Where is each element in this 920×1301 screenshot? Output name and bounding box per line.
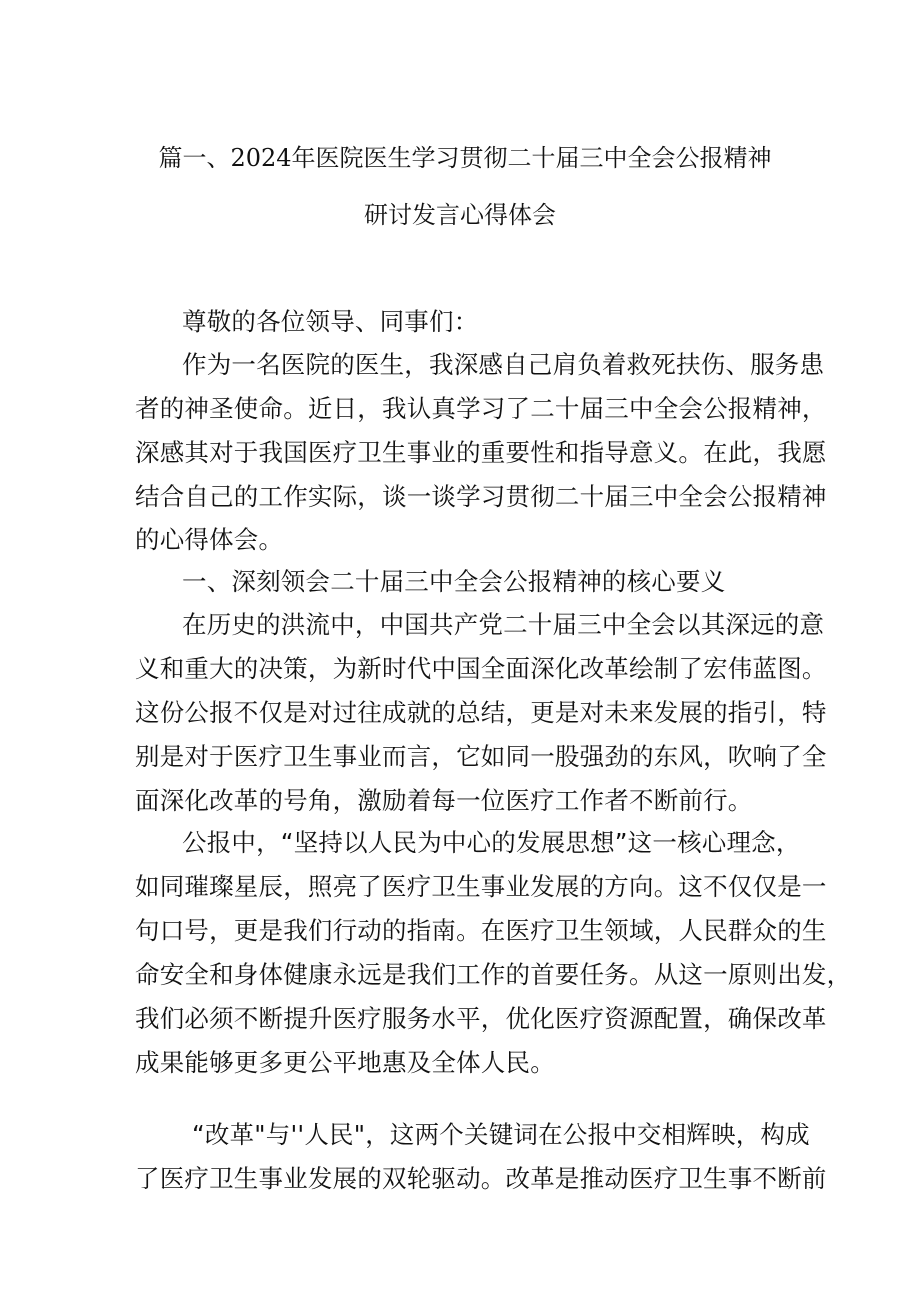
paragraph-line: 面深化改革的号角，激励着每一位医疗工作者不断前行。 bbox=[135, 786, 753, 815]
paragraph-line: 在历史的洪流中，中国共产党二十届三中全会以其深远的意 bbox=[182, 610, 825, 639]
paragraph-line: 义和重大的决策，为新时代中国全面深化改革绘制了宏伟蓝图。 bbox=[135, 654, 827, 683]
paragraph-line: 了医疗卫生事业发展的双轮驱动。改革是推动医疗卫生事不断前 bbox=[135, 1164, 827, 1193]
paragraph-line: 者的神圣使命。近日，我认真学习了二十届三中全会公报精神， bbox=[135, 394, 827, 423]
paragraph-line: 公报中，“坚持以人民为中心的发展思想”这一核心理念， bbox=[182, 828, 801, 857]
paragraph-line: 成果能够更多更公平地惠及全体人民。 bbox=[135, 1048, 555, 1077]
paragraph-line: 命安全和身体健康永远是我们工作的首要任务。从这一原则出发， bbox=[135, 960, 852, 989]
paragraph-line: 我们必须不断提升医疗服务水平，优化医疗资源配置，确保改革 bbox=[135, 1004, 827, 1033]
document-title-line-2: 研讨发言心得体会 bbox=[364, 201, 556, 229]
paragraph-line: 这份公报不仅是对过往成就的总结，更是对未来发展的指引，特 bbox=[135, 698, 827, 727]
paragraph-line: 如同璀璨星辰，照亮了医疗卫生事业发展的方向。这不仅仅是一 bbox=[135, 872, 827, 901]
paragraph-line: 作为一名医院的医生，我深感自己肩负着救死扶伤、服务患 bbox=[182, 350, 825, 379]
paragraph-line: 深感其对于我国医疗卫生事业的重要性和指导意义。在此，我愿 bbox=[135, 438, 827, 467]
paragraph-line: 句口号，更是我们行动的指南。在医疗卫生领域，人民群众的生 bbox=[135, 916, 827, 945]
paragraph-line: 结合自己的工作实际，谈一谈学习贯彻二十届三中全会公报精神 bbox=[135, 482, 827, 511]
paragraph-line: 的心得体会。 bbox=[135, 525, 284, 554]
salutation: 尊敬的各位领导、同事们： bbox=[182, 307, 479, 336]
paragraph-line: “改革"与''人民"，这两个关键词在公报中交相辉映，构成 bbox=[192, 1120, 810, 1149]
section-heading: 一、深刻领会二十届三中全会公报精神的核心要义 bbox=[182, 567, 726, 596]
paragraph-line: 别是对于医疗卫生事业而言，它如同一股强劲的东风，吹响了全 bbox=[135, 742, 827, 771]
document-title-line-1: 篇一、2024年医院医生学习贯彻二十届三中全会公报精神 bbox=[158, 144, 772, 172]
